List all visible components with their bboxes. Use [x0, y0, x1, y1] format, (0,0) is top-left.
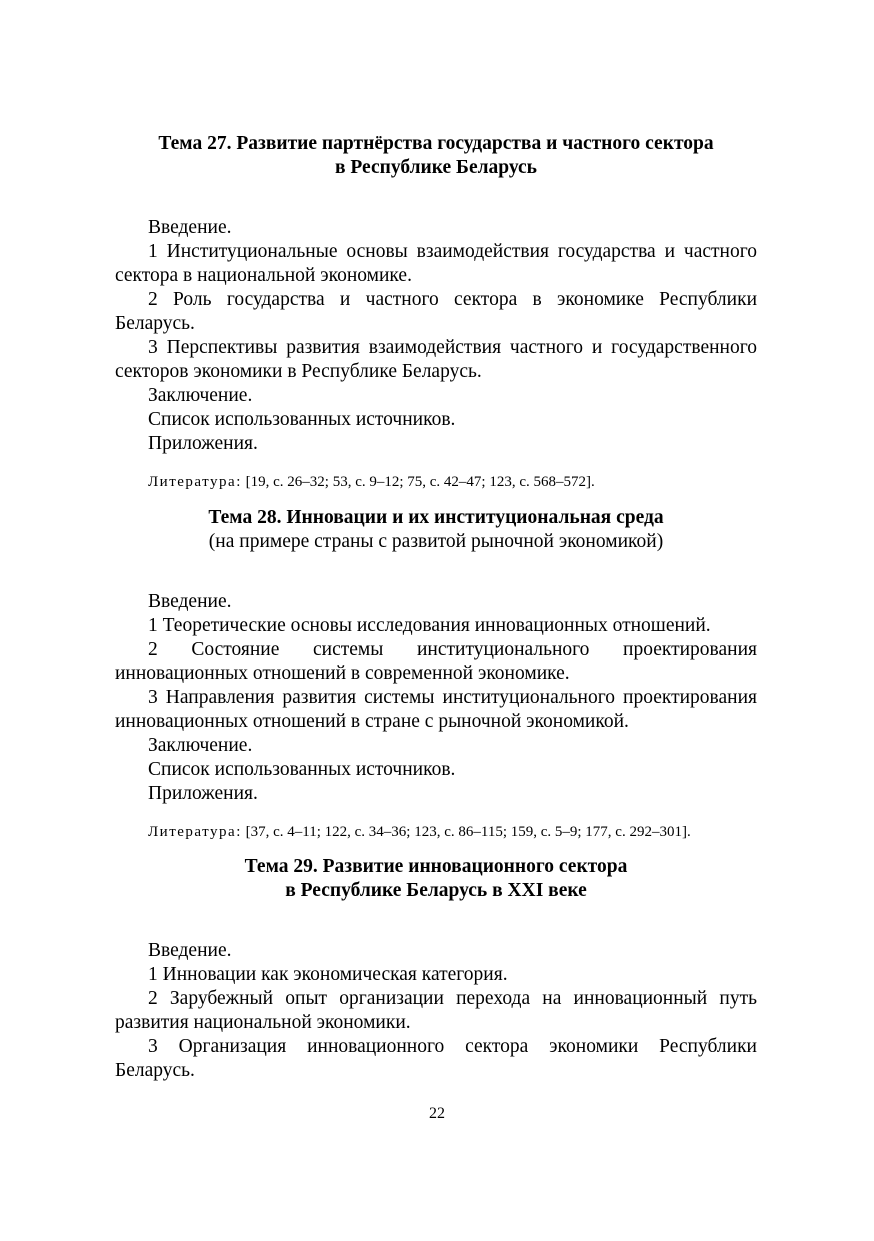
- topic-28-literature: [115, 822, 757, 842]
- topic-27-outline-item: 3 Перспективы развития взаимодействия частного и государственного секторов экономики в Республике Беларусь.: [115, 337, 757, 382]
- topic-28-outline-item: Приложения.: [148, 783, 258, 804]
- literature-label: Литература:: [148, 474, 242, 490]
- topic-28-section: [115, 506, 757, 857]
- topic-27-outline-item: Заключение.: [148, 385, 253, 406]
- topic-28-outline: [115, 590, 757, 806]
- topic-28-outline-item: 3 Направления развития системы институционального проектирования инновационных отношений в стране с рыночной экономикой.: [115, 687, 757, 732]
- topic-27-title-line2: в Республике Беларусь: [335, 157, 537, 178]
- topic-28-outline-item: Введение.: [148, 591, 232, 612]
- topic-28-outline-item: Заключение.: [148, 735, 253, 756]
- topic-27-outline-item: Приложения.: [148, 433, 258, 454]
- topic-27-outline-item: Введение.: [148, 217, 232, 238]
- topic-29-title-line1: Тема 29. Развитие инновационного сектора: [244, 856, 628, 877]
- topic-29-outline-item: 3 Организация инновационного сектора экономики Республики Беларусь.: [115, 1036, 757, 1081]
- literature-references: [37, с. 4–11; 122, с. 34–36; 123, с. 86–115; 159, с. 5–9; 177, с. 292–301].: [245, 824, 691, 840]
- topic-27-outline-item: 1 Институциональные основы взаимодействия государства и частного сектора в национальной экономике.: [115, 241, 757, 286]
- topic-28-outline-item: 1 Теоретические основы исследования инновационных отношений.: [148, 615, 711, 636]
- topic-27-literature: [115, 472, 757, 492]
- topic-29-outline-item: 1 Инновации как экономическая категория.: [148, 964, 508, 985]
- topic-29-title-line2: в Республике Беларусь в XXI веке: [285, 880, 587, 901]
- topic-28-outline-item: Список использованных источников.: [148, 759, 456, 780]
- topic-29-outline-item: 2 Зарубежный опыт организации перехода на инновационный путь развития национальной экономики.: [115, 988, 757, 1033]
- topic-28-title: Тема 28. Инновации и их институциональная среда: [208, 507, 664, 528]
- topic-27-outline-item: 2 Роль государства и частного сектора в экономике Республики Беларусь.: [115, 289, 757, 334]
- literature-references: [19, с. 26–32; 53, с. 9–12; 75, с. 42–47; 123, с. 568–572].: [245, 474, 595, 490]
- topic-29-outline: [115, 939, 757, 1083]
- page-number: 22: [429, 1105, 445, 1122]
- topic-29-outline-item: Введение.: [148, 940, 232, 961]
- topic-27-title-line1: Тема 27. Развитие партнёрства государства и частного сектора: [158, 133, 714, 154]
- literature-label: Литература:: [148, 824, 242, 840]
- topic-28-subtitle: (на примере страны с развитой рыночной экономикой): [208, 531, 664, 552]
- topic-27-section: [115, 132, 757, 507]
- topic-29-section: [115, 855, 757, 1083]
- topic-27-outline-item: Список использованных источников.: [148, 409, 456, 430]
- topic-27-outline: [115, 216, 757, 456]
- topic-28-outline-item: 2 Состояние системы институционального проектирования инновационных отношений в современной экономике.: [115, 639, 757, 684]
